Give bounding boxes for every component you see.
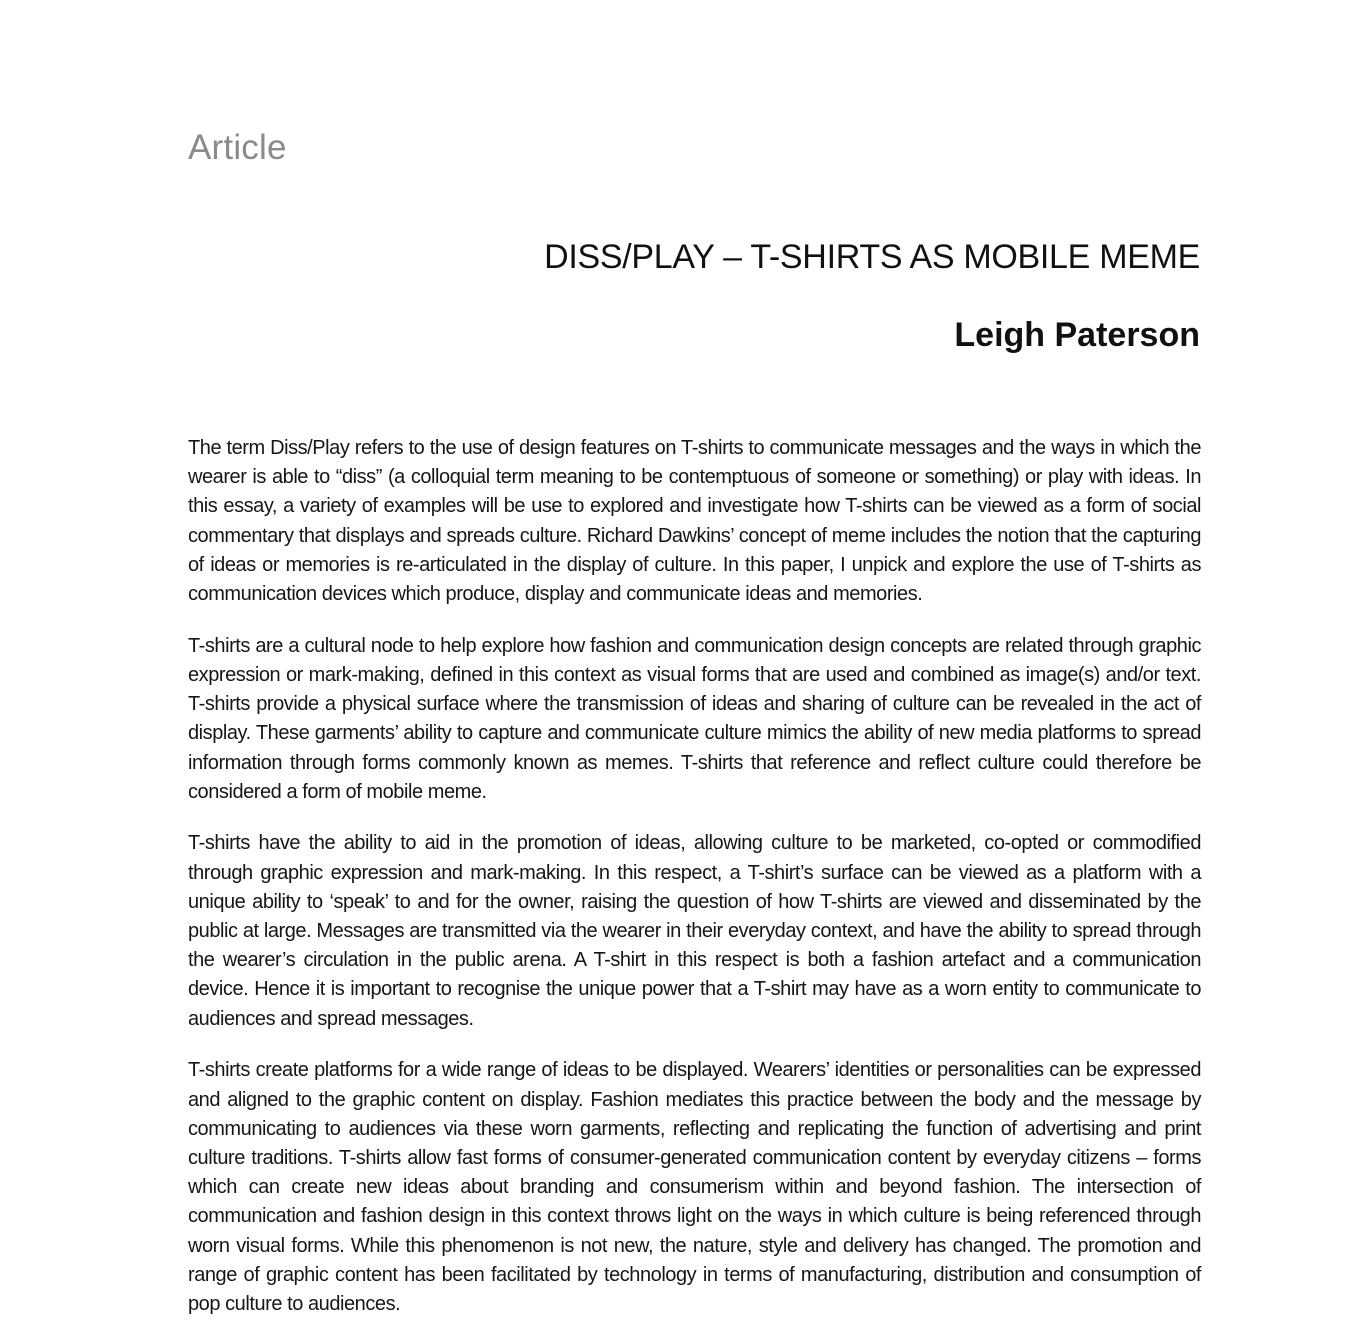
section-label: Article [188, 128, 287, 167]
article-title: DISS/PLAY – T-SHIRTS AS MOBILE MEME [544, 238, 1200, 276]
body-paragraph: The term Diss/Play refers to the use of design features on T-shirts to communicate messages and the ways in which the wearer is able to “diss” (a colloquial term meaning to be contemptuous of someone or something) or play with ideas. In this essay, a variety of examples will be use to explored and investigate how T-shirts can be viewed as a form of social commentary that displays and spreads culture. Richard Dawkins’ concept of meme includes the notion that the capturing of ideas or memories is re-articulated in the display of culture. In this paper, I unpick and explore the use of T-shirts as communication devices which produce, display and communicate ideas and memories. [188, 437, 1201, 606]
article-author: Leigh Paterson [954, 316, 1200, 354]
body-paragraph: T-shirts create platforms for a wide range of ideas to be displayed. Wearers’ identities or personalities can be expressed and aligned to the graphic content on display. Fashion mediates this practice between the body and the message by communicating to audiences via these worn garments, reflecting and replicating the function of advertising and print culture traditions. T-shirts allow fast forms of consumer-generated communication content by everyday citizens – forms which can create new ideas about branding and consumerism within and beyond fashion. The intersection of communication and fashion design in this context throws light on the ways in which culture is being referenced through worn visual forms. While this phenomenon is not new, the nature, style and delivery has changed. The promotion and range of graphic content has been facilitated by technology in terms of manufacturing, distribution and consumption of pop culture to audiences. [188, 1059, 1201, 1315]
article-body [188, 434, 1201, 1342]
body-paragraph: T-shirts have the ability to aid in the promotion of ideas, allowing culture to be marketed, co-opted or commodified through graphic expression and mark-making. In this respect, a T-shirt’s surface can be viewed as a platform with a unique ability to ‘speak’ to and for the owner, raising the question of how T-shirts are viewed and disseminated by the public at large. Messages are transmitted via the wearer in their everyday context, and have the ability to spread through the wearer’s circulation in the public arena. A T-shirt in this respect is both a fashion artefact and a communication device. Hence it is important to recognise the unique power that a T-shirt may have as a worn entity to communicate to audiences and spread messages. [188, 832, 1201, 1030]
body-paragraph: T-shirts are a cultural node to help explore how fashion and communication design concepts are related through graphic expression or mark-making, defined in this context as visual forms that are used and combined as image(s) and/or text. T-shirts provide a physical surface where the transmission of ideas and sharing of culture can be revealed in the act of display. These garments’ ability to capture and communicate culture mimics the ability of new media platforms to spread information through forms commonly known as memes. T-shirts that reference and reflect culture could therefore be considered a form of mobile meme. [188, 634, 1201, 803]
